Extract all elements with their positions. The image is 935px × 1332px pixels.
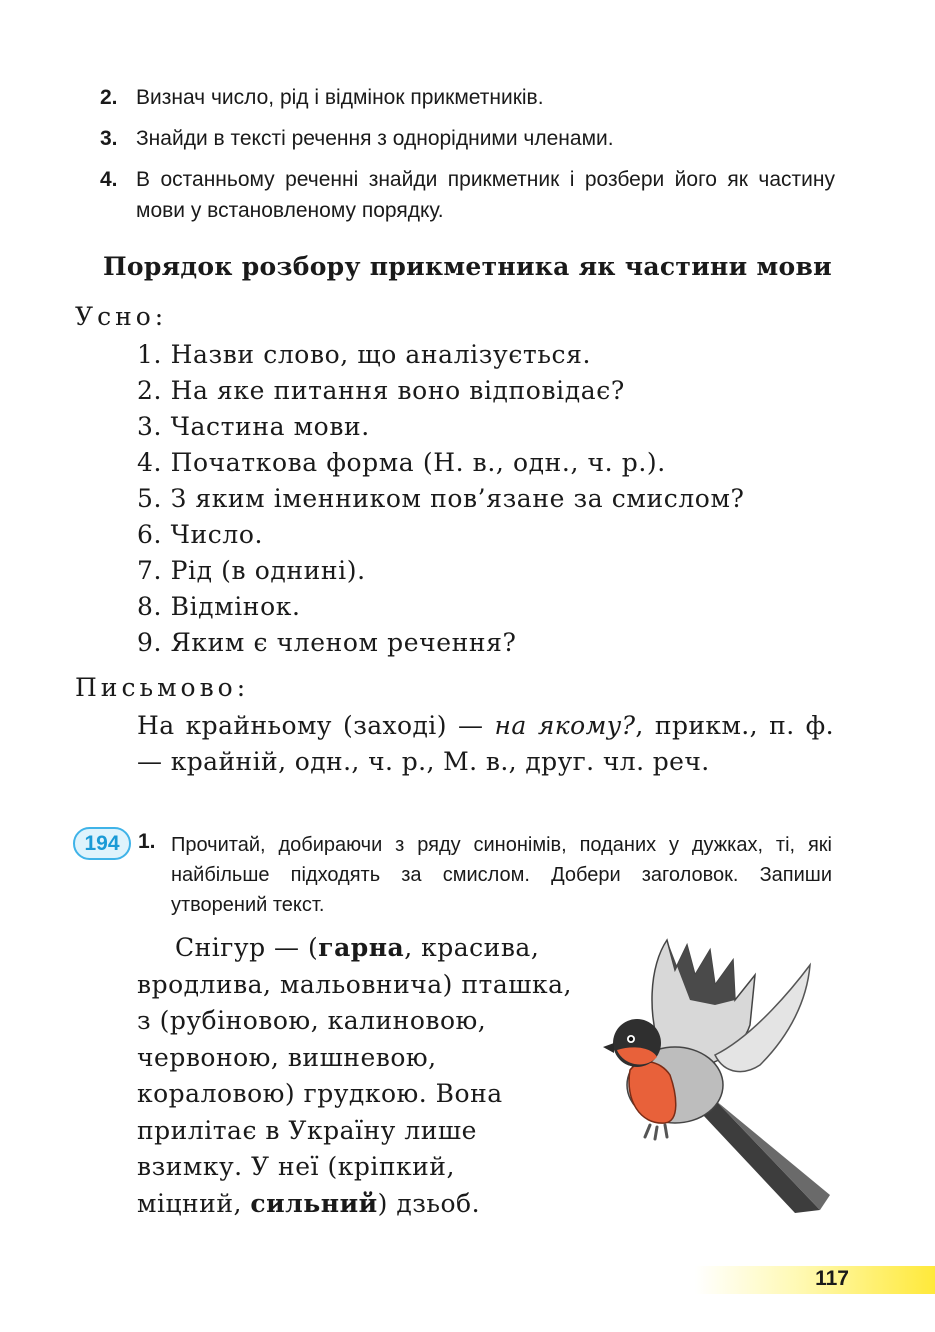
bold-word: гарна — [318, 933, 405, 962]
task-number: 2. — [100, 86, 118, 109]
oral-item: 9. Яким є членом речення? — [137, 628, 517, 657]
oral-item: 8. Відмінок. — [137, 592, 301, 621]
task-list — [100, 82, 835, 236]
exercise-number-badge: 194 — [73, 827, 131, 860]
page-number: 117 — [815, 1267, 849, 1290]
task-number: 3. — [100, 127, 118, 150]
task-text: Знайди в тексті речення з однорідними членами. — [136, 127, 614, 150]
oral-item: 6. Число. — [137, 520, 264, 549]
oral-item: 5. З яким іменником пов’язане за смислом? — [137, 484, 745, 513]
exercise-task-number: 1. — [138, 830, 156, 853]
oral-item: 4. Початкова форма (Н. в., одн., ч. р.). — [137, 448, 666, 477]
text-line: кораловою) грудкою. Вона — [137, 1079, 503, 1108]
text-line: з (рубіновою, калиновою, — [137, 1006, 487, 1035]
text-line: вродлива, мальовнича) пташка, — [137, 969, 572, 999]
task-text: В останньому реченні знайди прикметник і розбери його як частину мови у встановленому порядку. — [136, 168, 835, 222]
oral-item: 1. Назви слово, що аналізується. — [137, 340, 592, 369]
oral-item: 7. Рід (в однині). — [137, 556, 366, 585]
text-line: Снігур — (гарна, красива, — [175, 933, 540, 962]
text-line: червоною, вишневою, — [137, 1042, 437, 1072]
text-line: міцний, сильний) дзьоб. — [137, 1188, 481, 1218]
written-label: Письмово: — [75, 673, 250, 702]
oral-label: Усно: — [75, 302, 168, 331]
written-text: На крайньому (заході) — — [137, 711, 495, 740]
text-line: прилітає в Україну лише — [137, 1115, 477, 1145]
written-question: на якому? — [494, 711, 636, 740]
rule-heading: Порядок розбору прикметника як частини мови — [103, 252, 832, 281]
task-item — [100, 123, 835, 154]
oral-item: 3. Частина мови. — [137, 412, 370, 441]
text-line: взимку. У неї (кріпкий, — [137, 1152, 455, 1181]
task-text: Визнач число, рід і відмінок прикметників. — [136, 86, 544, 109]
oral-item: 2. На яке питання воно відповідає? — [137, 376, 625, 405]
oral-list — [137, 337, 837, 661]
exercise-task-text: Прочитай, добираючи з ряду синонімів, поданих у дужках, ті, які найбільше підходять за смислом. Добери заголовок. Запиши утворений текст. — [171, 834, 832, 916]
bullfinch-illustration — [595, 925, 845, 1225]
written-text: , прикм., п. ф. — крайній, одн., ч. р., М. в., друг. чл. реч. — [137, 711, 834, 776]
reading-text — [137, 930, 607, 1222]
bold-word: сильний — [250, 1188, 378, 1218]
task-item — [100, 82, 835, 113]
task-number: 4. — [100, 168, 118, 191]
task-item — [100, 164, 835, 226]
written-example — [137, 708, 834, 780]
